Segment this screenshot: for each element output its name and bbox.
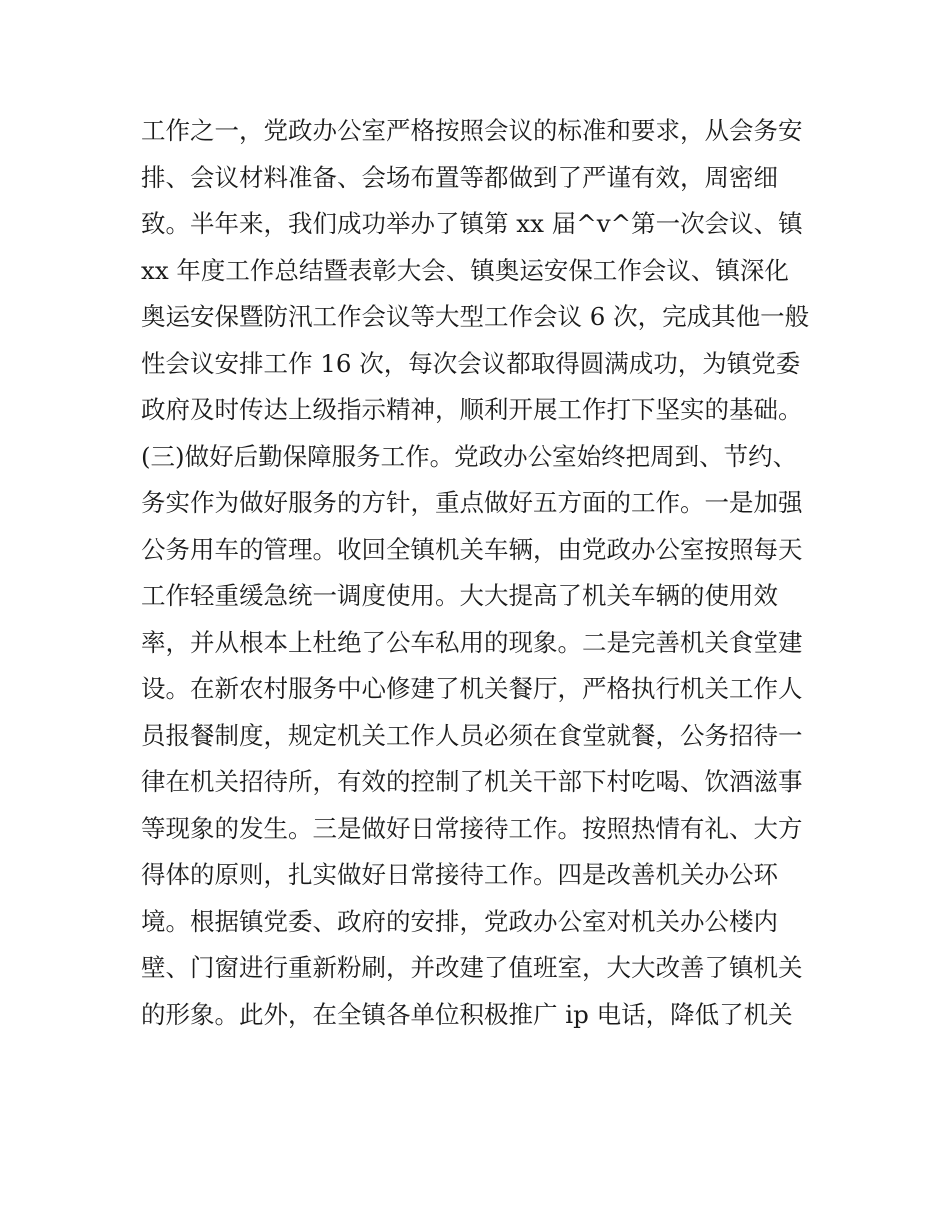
- text-line: 公务用车的管理。收回全镇机关车辆，由党政办公室按照每天: [141, 534, 803, 564]
- text-line: 致。半年来，我们成功举办了镇第 xx 届^v^第一次会议、镇: [141, 209, 803, 238]
- text-line: 奥运安保暨防汛工作会议等大型工作会议 6 次，完成其他一般: [141, 302, 810, 331]
- text-line: 排、会议材料准备、会场布置等都做到了严谨有效，周密细: [141, 162, 778, 192]
- text-line: 得体的原则，扎实做好日常接待工作。四是改善机关办公环: [141, 860, 778, 889]
- text-line: 境。根据镇党委、政府的安排，党政办公室对机关办公楼内: [141, 906, 778, 936]
- text-line: 性会议安排工作 16 次，每次会议都取得圆满成功，为镇党委: [141, 348, 801, 378]
- text-line: 设。在新农村服务中心修建了机关餐厅，严格执行机关工作人: [141, 674, 803, 703]
- text-line: 律在机关招待所，有效的控制了机关干部下村吃喝、饮酒滋事: [141, 767, 803, 796]
- text-line: 率，并从根本上杜绝了公车私用的现象。二是完善机关食堂建: [141, 627, 803, 657]
- text-line: 等现象的发生。三是做好日常接待工作。按照热情有礼、大方: [141, 813, 803, 843]
- text-line: 务实作为做好服务的方针，重点做好五方面的工作。一是加强: [141, 488, 803, 517]
- text-line: 壁、门窗进行重新粉刷，并改建了值班室，大大改善了镇机关: [141, 953, 803, 982]
- text-line: 工作轻重缓急统一调度使用。大大提高了机关车辆的使用效: [141, 581, 778, 610]
- text-line: 工作之一，党政办公室严格按照会议的标准和要求，从会务安: [141, 116, 803, 145]
- text-line: 政府及时传达上级指示精神，顺利开展工作打下坚实的基础。: [141, 395, 803, 424]
- body-text: [141, 108, 831, 1038]
- text-line: 员报餐制度，规定机关工作人员必须在食堂就餐，公务招待一: [141, 720, 803, 750]
- text-line: (三)做好后勤保障服务工作。党政办公室始终把周到、节约、: [141, 441, 798, 471]
- text-line: 的形象。此外，在全镇各单位积极推广 ip 电话，降低了机关: [141, 999, 793, 1029]
- text-line: xx 年度工作总结暨表彰大会、镇奥运安保工作会议、镇深化: [141, 255, 789, 285]
